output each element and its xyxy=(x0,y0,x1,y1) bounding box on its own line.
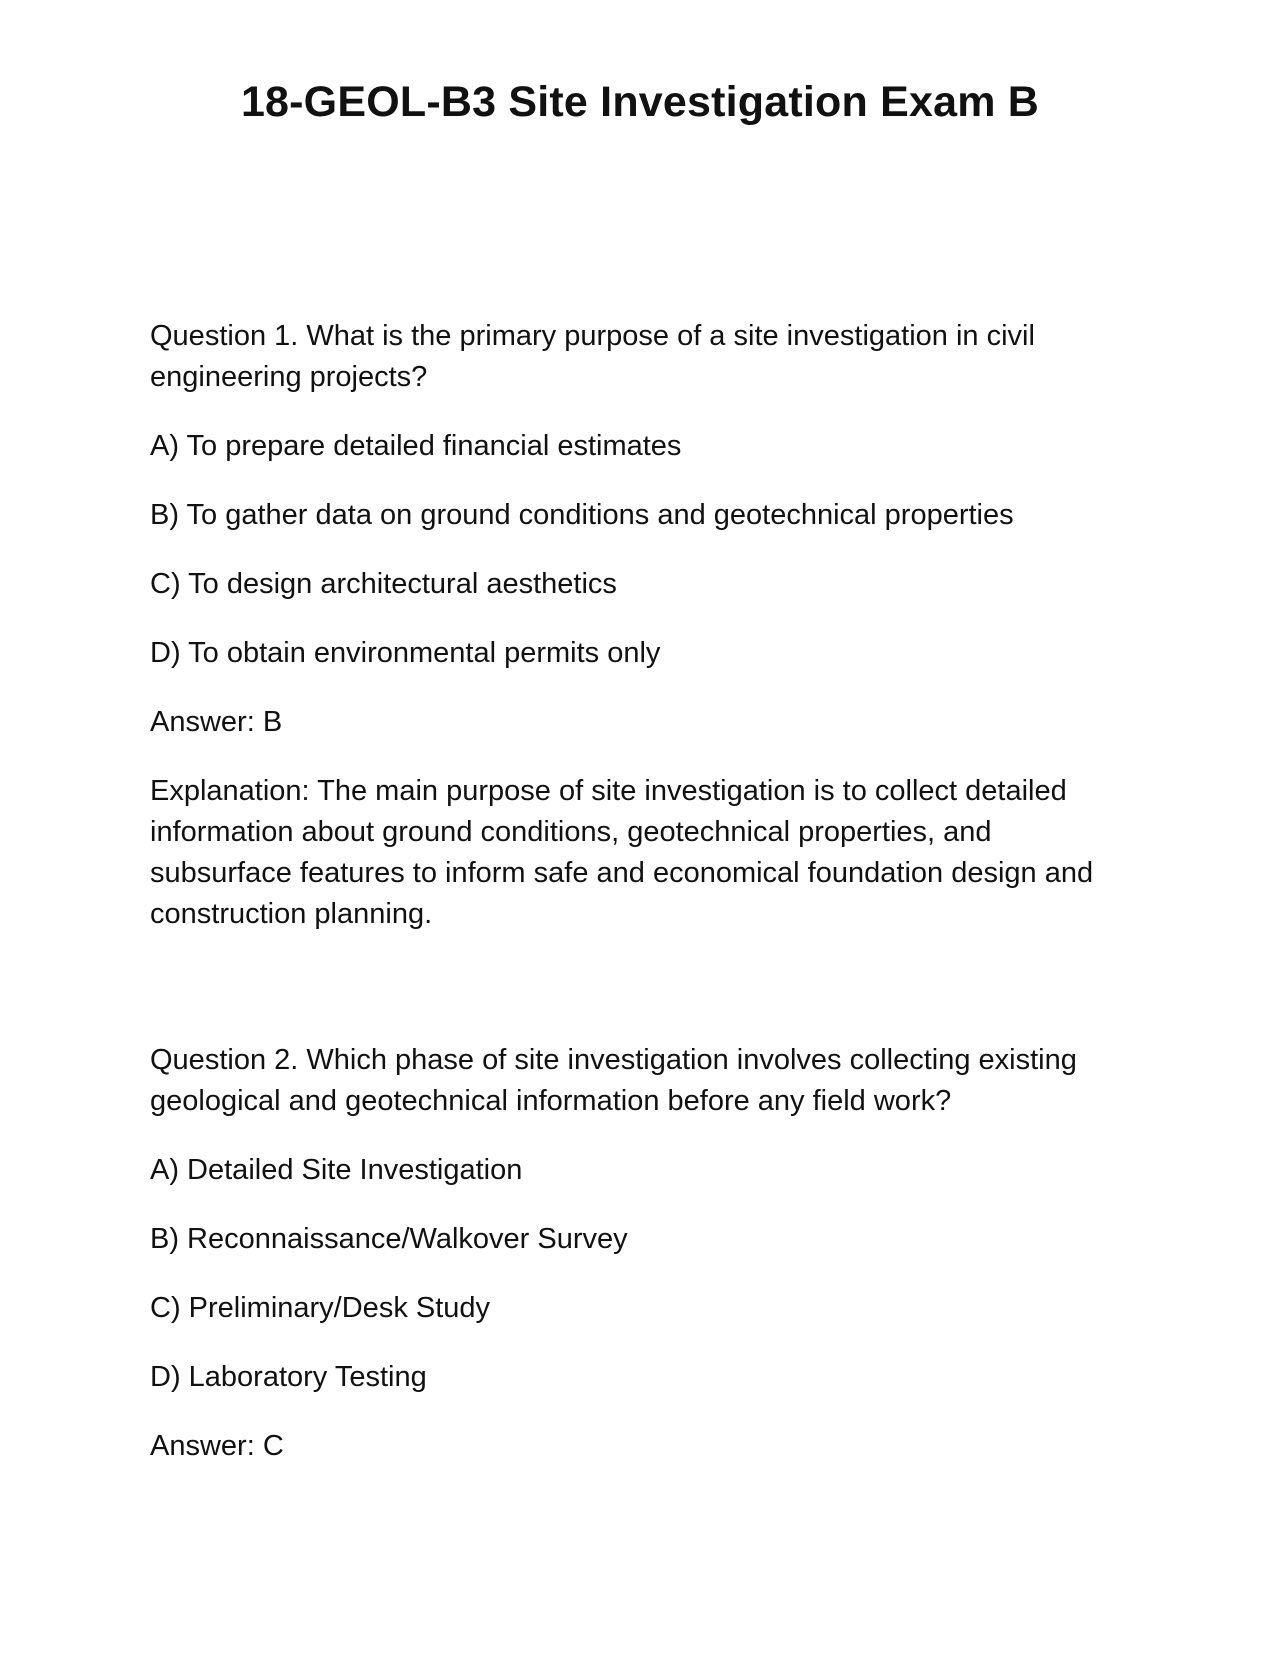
answer-line: Answer: B xyxy=(150,706,283,738)
option-b: B) Reconnaissance/Walkover Survey xyxy=(150,1223,628,1255)
option-a: A) Detailed Site Investigation xyxy=(150,1154,523,1186)
option-c: C) Preliminary/Desk Study xyxy=(150,1292,491,1324)
option-c: C) To design architectural aesthetics xyxy=(150,568,617,600)
document-title: 18-GEOL-B3 Site Investigation Exam B xyxy=(240,78,1040,126)
question-text: Question 2. Which phase of site investigation involves collecting existing geological and geotechnical information before any field work? xyxy=(150,1044,1077,1117)
explanation-text: Explanation: The main purpose of site investigation is to collect detailed information about ground conditions, geotechnical properties, and subsurface features to inform safe and economical foundation design and construction planning. xyxy=(150,775,1094,930)
option-d: D) Laboratory Testing xyxy=(150,1361,427,1393)
question-block-1 xyxy=(150,316,1140,935)
question-text: Question 1. What is the primary purpose of a site investigation in civil engineering projects? xyxy=(150,320,1035,393)
option-d: D) To obtain environmental permits only xyxy=(150,637,661,669)
option-b: B) To gather data on ground conditions and geotechnical properties xyxy=(150,499,1014,531)
option-a: A) To prepare detailed financial estimates xyxy=(150,430,682,462)
answer-line: Answer: C xyxy=(150,1430,284,1462)
question-block-2 xyxy=(150,1040,1140,1495)
